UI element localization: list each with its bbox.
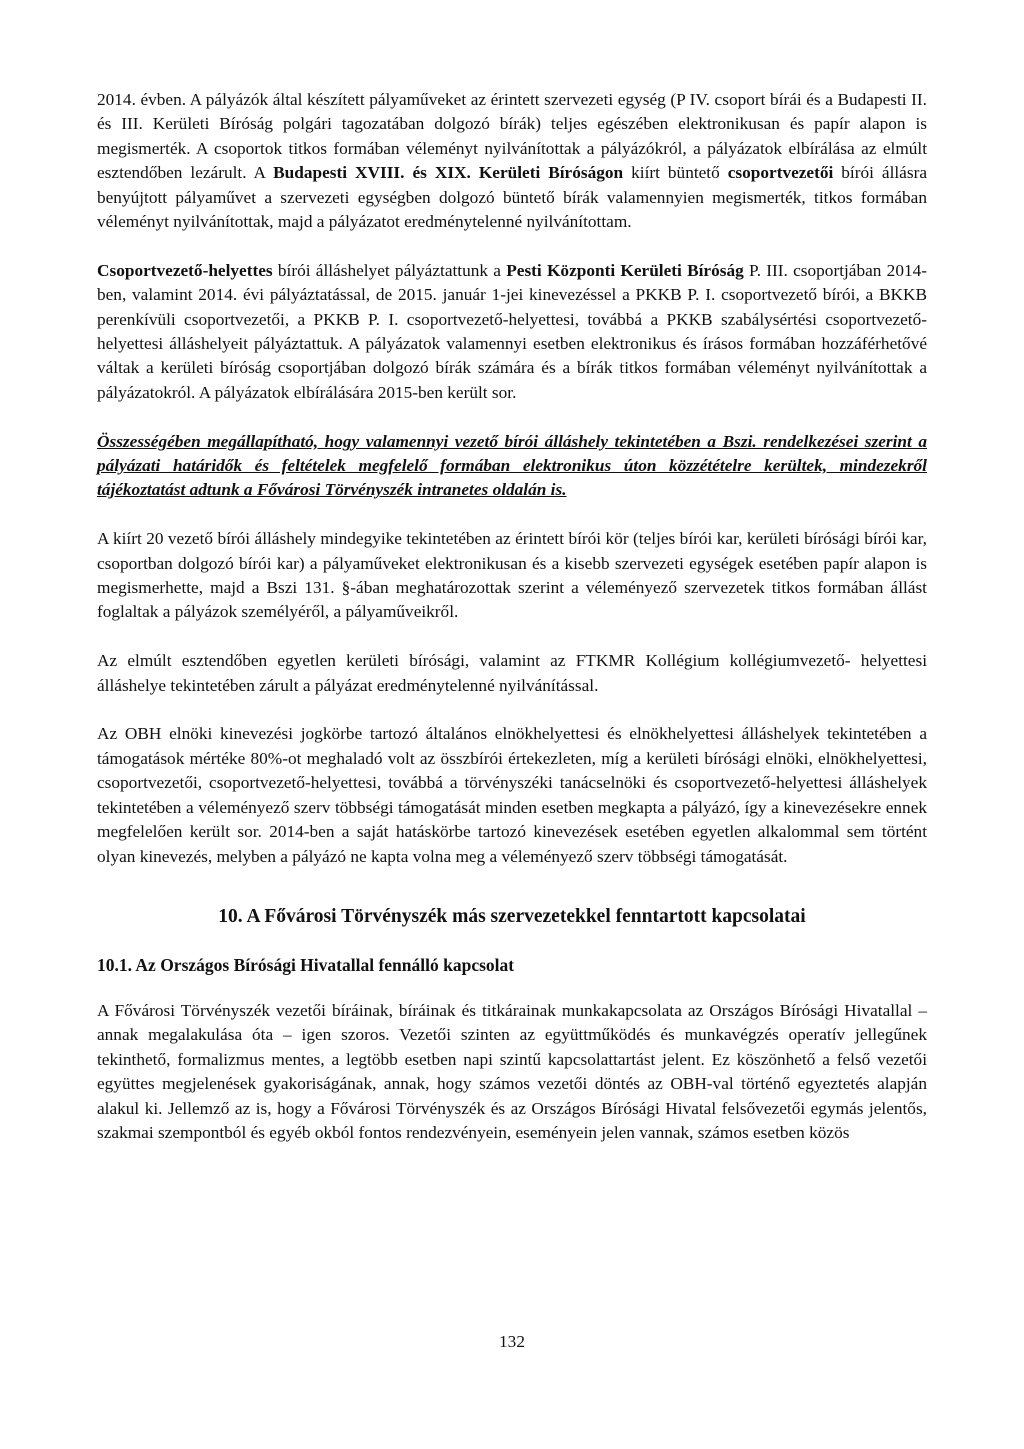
paragraph-1-court-name: Budapesti XVIII. és XIX. Kerületi Bíróságon — [273, 163, 624, 183]
paragraph-2-text-b: bírói álláshelyet pályáztattunk a — [272, 260, 507, 280]
paragraph-4: A kiírt 20 vezető bírói álláshely mindegyike tekintetében az érintett bírói kör (teljes bírói kar, kerületi bírósági bírói kar, csoportban dolgozó bírói kar) a pályaműveket elektronikusan és a kisebb szervezeti egységek esetében papír alapon is megismerhette, majd a Bszi 131. §-ában meghatározottak szerint a véleményező szervezetek titkos formában állást foglaltak a pályázok személyéről, a pályaműveikről. — [97, 529, 927, 622]
document-body — [97, 88, 927, 1170]
paragraph-2-text-d: P. III. csoportjában 2014-ben, valamint 2014. évi pályáztatással, de 2015. január 1-jei kinevezéssel a PKKB P. I. csoportvezető bírói, a BKKB perenkívüli csoportvezetői, a PKKB P. I. csoportvezető-helyettesi, továbbá a PKKB szabálysértési csoportvezető-helyettesi álláshelyeit pályáztattuk. A pályázatok valamennyi esetben elektronikus és írásos formában hozzáférhetővé váltak a kerületi bíróság csoportjában dolgozó bírák számára és a bírák titkos formában véleményt nyilvánítottak a pályázatokról. A pályázatok elbírálására 2015-ben került sor. — [97, 260, 927, 402]
paragraph-3-summary: Összességében megállapítható, hogy valamennyi vezető bírói álláshely tekintetében a Bszi. rendelkezései szerint a pályázati határidők és feltételek megfelelő formában elektronikus úton közzétételre kerültek, mindezekről tájékoztatást adtunk a Fővárosi Törvényszék intranetes oldalán is. — [97, 431, 927, 500]
paragraph-5: Az elmúlt esztendőben egyetlen kerületi bírósági, valamint az FTKMR Kollégium kollégiumvezető- helyettesi álláshelye tekintetében zárult a pályázat eredménytelenné nyilvánítással. — [97, 651, 927, 695]
paragraph-1-text-e: bírói állásra benyújtott pályaművet a szervezeti egységben dolgozó büntető bírák valamennyien megismerték, titkos formában véleményt nyilvánítottak, majd a pályázatot eredménytelenné nyilvánítottam. — [97, 163, 927, 232]
paragraph-1-text-c: kiírt büntető — [623, 163, 728, 183]
paragraph-6: Az OBH elnöki kinevezési jogkörbe tartozó általános elnökhelyettesi és elnökhelyettesi álláshelyek tekintetében a támogatások mértéke 80%-ot meghaladó volt az összbírói értekezleten, míg a kerületi bírósági elnöki, elnökhelyettesi, csoportvezetői, csoportvezető-helyettesi, továbbá a törvényszéki tanácselnöki és csoportvezető-helyettesi álláshelyek tekintetében a véleményező szerv többségi támogatását minden esetben megkapta a pályázó, így a kinevezésekre ennek megfelelően került sor. 2014-ben a saját hatáskörbe tartozó kinevezések esetében egyetlen alkalommal sem történt olyan kinevezés, melyben a pályázó ne kapta volna meg a véleményező szerv többségi támogatását. — [97, 724, 927, 866]
paragraph-2-court-name: Pesti Központi Kerületi Bíróság — [506, 260, 744, 280]
section-heading-10: 10. A Fővárosi Törvényszék más szervezetekkel fenntartott kapcsolatai — [218, 905, 806, 927]
paragraph-1 — [97, 88, 927, 234]
page-number: 132 — [499, 1332, 525, 1351]
paragraph-2 — [97, 259, 927, 405]
paragraph-1-text-a: 2014. évben. A pályázók által készített pályaműveket az érintett szervezeti egység (P IV. csoport bírái és a Budapesti II. és III. Kerületi Bíróság polgári tagozatában dolgozó bírák) teljes egészében elektronikusan és papír alapon is megismerték. A csoportok titkos formában véleményt nyilvánítottak a pályázókról, a pályázatok elbírálása az elmúlt esztendőben lezárult. A — [97, 90, 927, 183]
paragraph-7: A Fővárosi Törvényszék vezetői bíráinak, bíráinak és titkárainak munkakapcsolata az Országos Bírósági Hivatallal – annak megalakulása óta – igen szoros. Vezetői szinten az együttműködés és munkavégzés operatív jellegűnek tekinthető, formalizmus mentes, a legtöbb esetben napi szintű kapcsolattartást jelent. Ez köszönhető a felső vezetői együttes megjelenések gyakoriságának, annak, hogy számos vezetői döntés az OBH-val történő egyeztetés alapján alakul ki. Jellemző az is, hogy a Fővárosi Törvényszék és az Országos Bírósági Hivatal felsővezetői egymás jelentős, szakmai szempontból és egyéb okból fontos rendezvényein, eseményein jelen vannak, számos esetben közös — [97, 1000, 927, 1142]
paragraph-1-position: csoportvezetői — [727, 163, 834, 183]
section-heading-10-1: 10.1. Az Országos Bírósági Hivatallal fennálló kapcsolat — [97, 954, 515, 975]
paragraph-2-position: Csoportvezető-helyettes — [97, 260, 273, 280]
